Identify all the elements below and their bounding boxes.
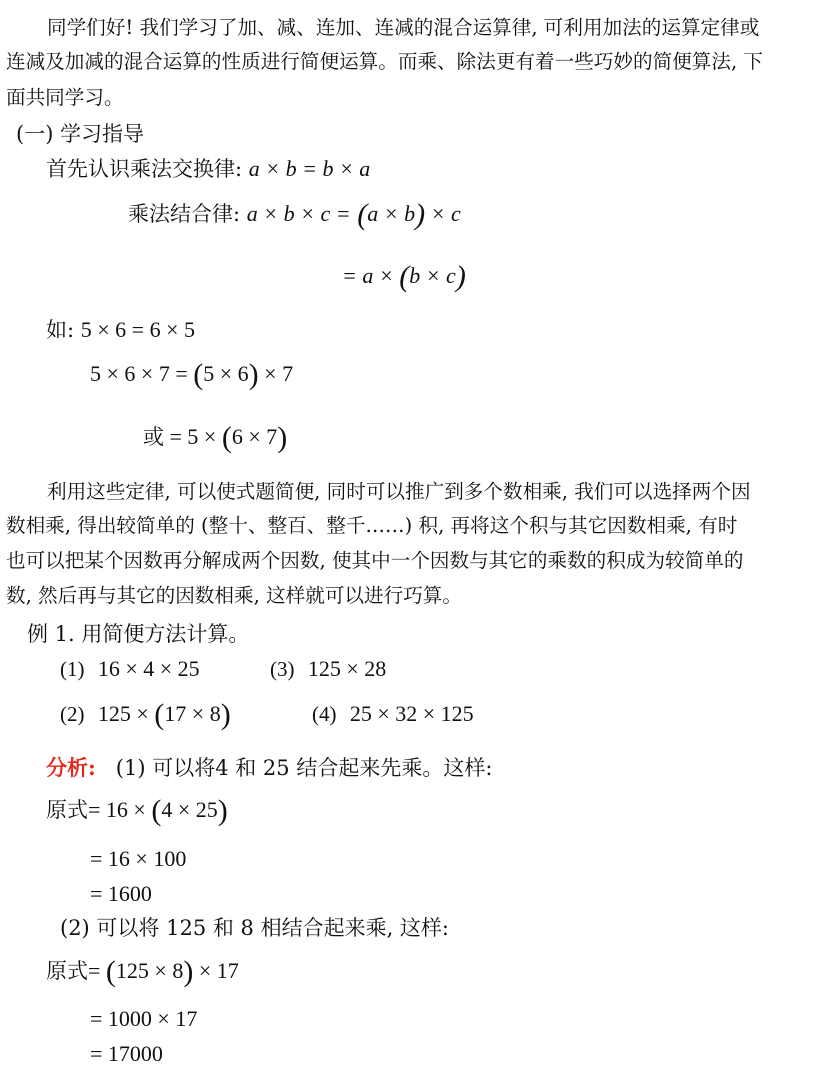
commutative-label: 首先认识乘法交换律: [46, 157, 243, 181]
problem-3-label: (3) [270, 657, 295, 681]
problem-3 [270, 655, 386, 683]
problem-1-expr: 16 × 4 × 25 [97, 656, 200, 681]
solution-1-inner: 4 × 25 [161, 797, 218, 822]
problem-2: (2) 125 × (17 × 8) [60, 698, 231, 731]
problem-4 [312, 700, 474, 728]
problem-4-expr: 25 × 32 × 125 [349, 701, 474, 726]
commutative-law [46, 155, 370, 183]
solution-1-line-3: = 1600 [90, 881, 152, 906]
analysis-label: 分析: [46, 755, 96, 780]
solution-2-prefix: 原式 [46, 959, 88, 983]
solution-2-line-2: = 1000 × 17 [90, 1006, 198, 1031]
explanation-line-3: 也可以把某个因数再分解成两个因数, 使其中一个因数与其它的乘数的积成为较简单的 [6, 549, 744, 572]
solution-1-prefix: 原式 [46, 798, 88, 822]
intro-line-1: 同学们好! 我们学习了加、减、连加、连减的混合运算律, 可利用加法的运算定律或 [47, 16, 760, 39]
solution-2-inner: 125 × 8 [115, 958, 184, 983]
example-eq-3-lhs: = 5 × [164, 424, 222, 449]
example-eq-2-tail: × 7 [258, 361, 294, 386]
solution-2-line-1: 原式= (125 × 8) × 17 [46, 955, 239, 988]
assoc-inner-1: a × b [367, 201, 416, 226]
problem-2-pre: 125 × [97, 701, 155, 726]
section-title: (一) 学习指导 [16, 122, 145, 146]
problem-3-expr: 125 × 28 [307, 656, 387, 681]
solution-1-line-2: = 16 × 100 [90, 846, 187, 871]
example-prefix: 如: [46, 318, 75, 342]
example-eq-3-inner: 6 × 7 [231, 424, 278, 449]
solution-2-pre: = [88, 958, 106, 983]
assoc-inner-2: b × c [409, 263, 456, 288]
intro-line-2: 连减及加减的混合运算的性质进行简便运算。而乘、除法更有着一些巧妙的简便算法, 下 [6, 50, 764, 73]
associative-law: 乘法结合律: a × b × c = (a × b) × c [128, 198, 461, 231]
problem-1-label: (1) [60, 657, 85, 681]
solution-2-line-3: = 17000 [90, 1041, 163, 1066]
solution-1-line-1: 原式= 16 × (4 × 25) [46, 794, 228, 827]
example1-title: 例 1. 用简便方法计算。 [27, 622, 250, 646]
solution-1-pre: = 16 × [88, 797, 152, 822]
example-line-2: 5 × 6 × 7 = (5 × 6) × 7 [90, 358, 294, 391]
example-line-3: 或 = 5 × (6 × 7) [143, 421, 288, 454]
explanation-line-4: 数, 然后再与其它的因数相乘, 这样就可以进行巧算。 [6, 584, 462, 607]
explanation-line-2: 数相乘, 得出较简单的 (整十、整百、整千……) 积, 再将这个积与其它因数相乘, 有时 [6, 514, 738, 537]
associative-law-line-2: = a × (b × c) [342, 260, 466, 293]
solution-2-tail: × 17 [193, 958, 239, 983]
example-or: 或 [143, 425, 164, 449]
assoc-eq-2: = a × [342, 263, 400, 288]
example-eq-1: 5 × 6 = 6 × 5 [80, 317, 195, 342]
assoc-tail-1: × c [425, 201, 461, 226]
analysis-part-2: (2) 可以将 125 和 8 相结合起来乘, 这样: [60, 916, 449, 940]
example-eq-2-inner: 5 × 6 [203, 361, 249, 386]
analysis-part-1 [46, 754, 492, 782]
intro-line-3: 面共同学习。 [6, 86, 124, 109]
explanation-line-1: 利用这些定律, 可以使式题简便, 同时可以推广到多个数相乘, 我们可以选择两个因 [47, 480, 751, 503]
example-eq-2-lhs: 5 × 6 × 7 = [90, 361, 194, 386]
analysis-part-1-text: (1) 可以将4 和 25 结合起来先乘。这样: [115, 756, 493, 780]
associative-label: 乘法结合律: [128, 202, 241, 226]
commutative-formula: a × b = b × a [248, 156, 371, 181]
problem-4-label: (4) [312, 702, 337, 726]
problem-2-label: (2) [60, 702, 85, 726]
problem-1 [60, 655, 200, 683]
problem-2-inner: 17 × 8 [164, 701, 221, 726]
example-line-1 [46, 316, 195, 344]
assoc-lhs: a × b × c = [246, 201, 351, 226]
